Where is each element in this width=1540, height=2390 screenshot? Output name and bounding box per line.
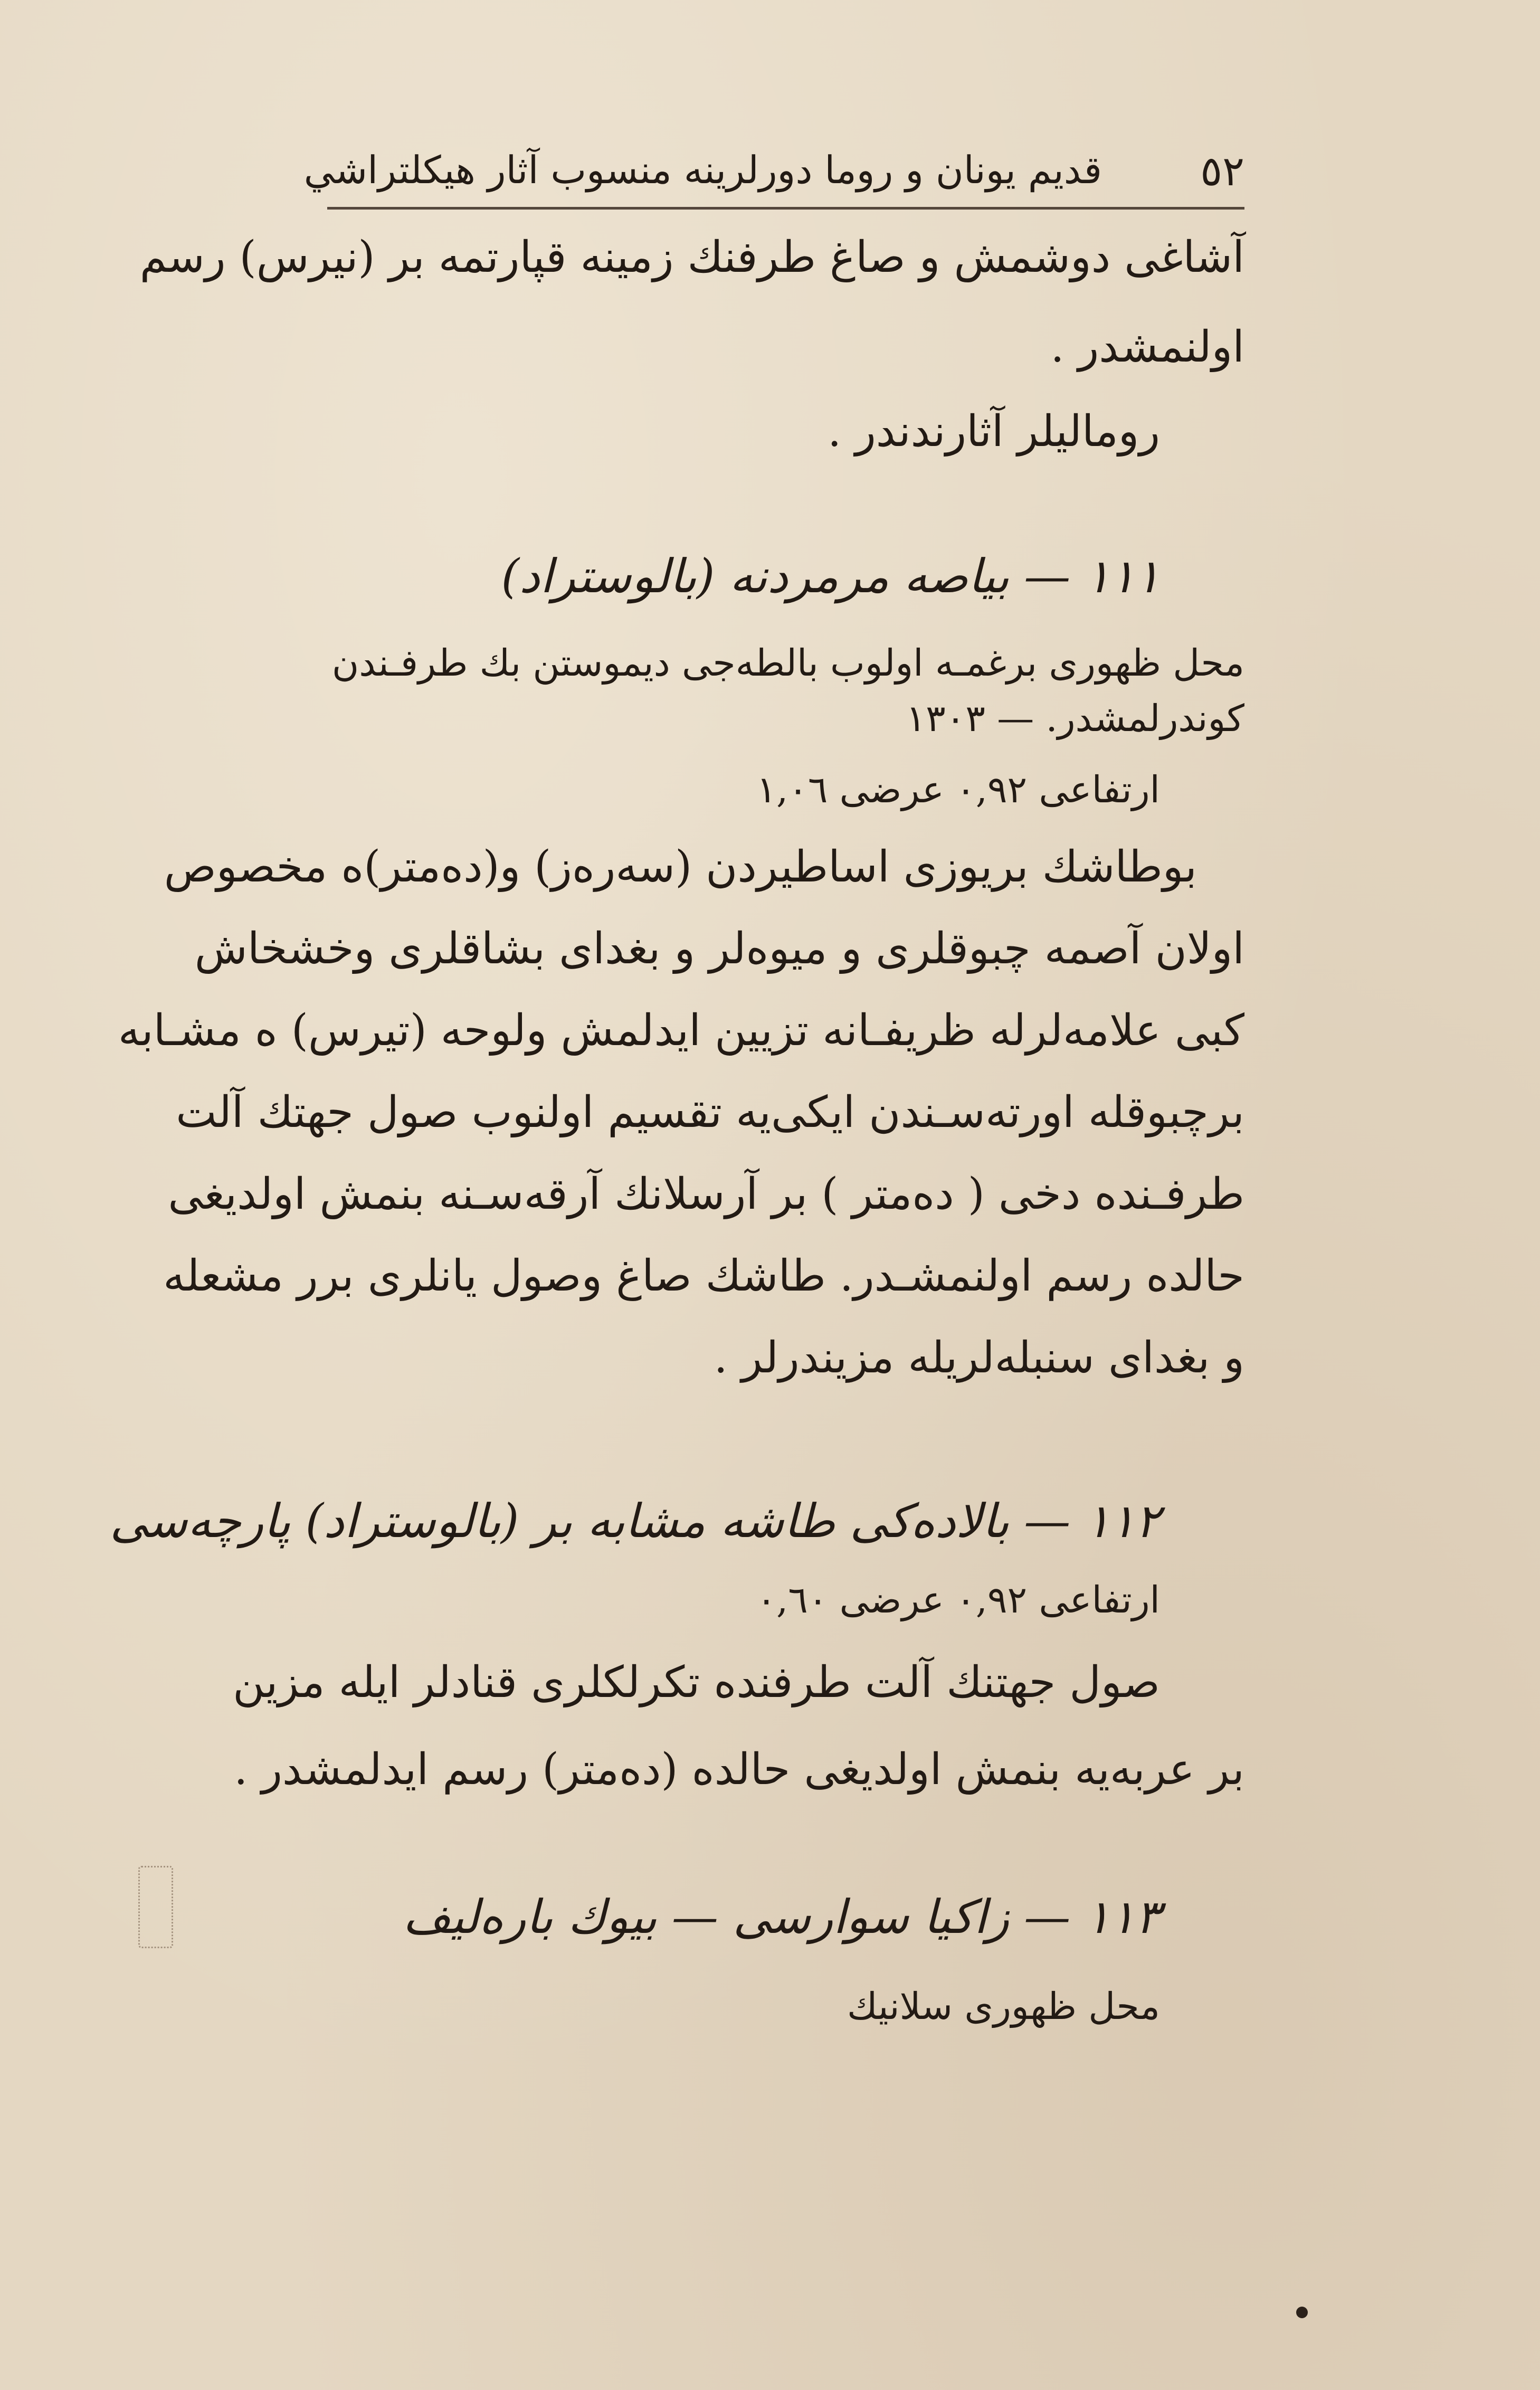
entry-113-origin: محل ظهورى سلانيك [847,1985,1160,2028]
entry-111-desc-3: كبى علامه‌لرله ظريفـانه تزيين ايدلمش ولوحه (تيرس) ه مشـابه [118,1006,1244,1056]
entry-111-origin-1: محل ظهورى برغمـه اولوب بالطه‌جى ديموستن بك طرفـندن [331,641,1244,685]
header-rule [327,207,1244,210]
entry-111-desc-5: طرفـنده دخى ( ده‌متر ) بر آرسلانك آرقه‌سـنه بنمش اولديغى [168,1169,1244,1219]
entry-111-title: ١١١ — بياصه مرمردنه (بالوستراد) [501,549,1160,603]
entry-111-desc-7: و بغداى سنبله‌لريله مزيندرلر . [714,1333,1244,1383]
running-title: قديم يونان و روما دورلرينه منسوب آثار هيكلتراشي [303,148,1102,192]
entry-112-desc-1: صول جهتنك آلت طرفنده تكرلكلرى قنادلر ايله مزين [233,1657,1160,1708]
entry-111-desc-6: حالده رسم اولنمشـدر. طاشك صاغ وصول يانلرى برر مشعله [163,1251,1244,1301]
entry-113-title: ١١٣ — زاكيا سوارسى — بيوك بارەليف [403,1890,1160,1944]
entry-111-origin-2: كوندرلمشدر. — ١٣٠٣ [906,697,1244,740]
entry-111-desc-1: بوطاشك بريوزى اساطيردن (سه‌ره‌ز) و(ده‌متر)ه مخصوص [164,842,1197,892]
entry-112-dimensions: ارتفاعى ٠,٩٢ عرضى ٠,٦٠ [756,1578,1160,1621]
entry-111-desc-2: اولان آصمه چبوقلرى و ميوه‌لر و بغداى بشاقلرى وخشخاش [194,924,1244,974]
entry-111-dimensions: ارتفاعى ٠,٩٢ عرضى ١,٠٦ [756,768,1160,811]
intro-line-1: آشاغى دوشمش و صاغ طرفنك زمينه قپارتمه بر (نيرس) رسم [139,232,1244,282]
page-number: ٥٢ [1200,148,1244,195]
ink-spot [1296,2307,1308,2318]
entry-112-title: ١١٢ — بالاده‌كى طاشه مشابه بر (بالوستراد) پارچه‌سى [110,1494,1160,1548]
intro-line-2: اولنمشدر . [1050,322,1244,372]
entry-111-desc-4: برچبوقله اورته‌سـندن ايكى‌يه تقسيم اولنوب صول جهتك آلت [176,1087,1244,1137]
intro-line-3: روماليلر آثارندندر . [828,406,1160,457]
margin-mark [138,1866,173,1948]
page-header [303,143,1244,206]
entry-112-desc-2: بر عربه‌يه بنمش اولديغى حالده (ده‌متر) رسم ايدلمشدر . [234,1744,1244,1795]
